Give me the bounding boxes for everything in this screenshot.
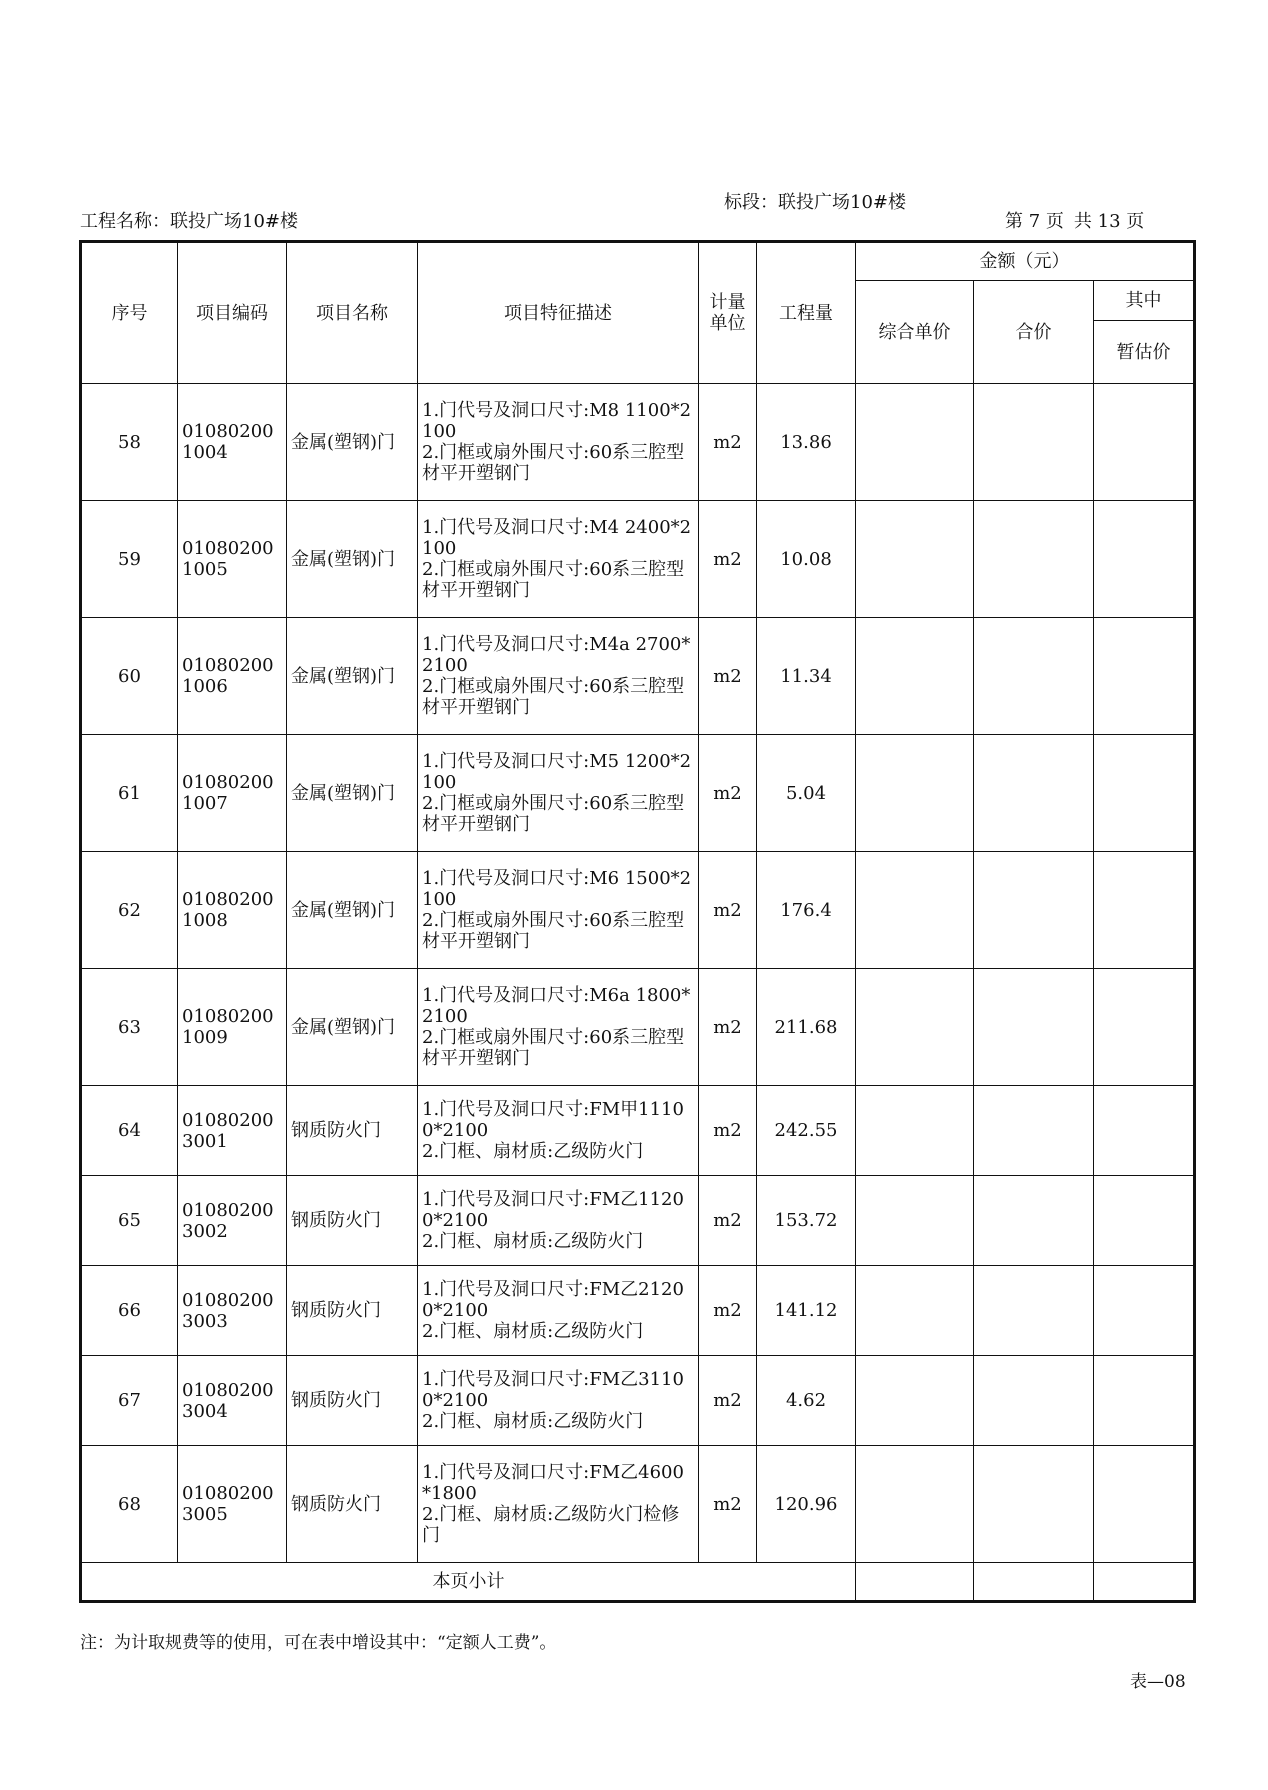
row-total bbox=[974, 1446, 1094, 1563]
row-name: 金属(塑钢)门 bbox=[287, 384, 418, 501]
page-current: 第 7 页 bbox=[1005, 211, 1064, 232]
project-name: 工程名称：联投广场10#楼 bbox=[80, 211, 298, 232]
row-provisional bbox=[1094, 852, 1195, 969]
row-provisional bbox=[1094, 969, 1195, 1086]
page-info bbox=[1005, 211, 1154, 232]
row-seq: 67 bbox=[81, 1356, 178, 1446]
row-qty: 120.96 bbox=[757, 1446, 856, 1563]
row-qty: 13.86 bbox=[757, 384, 856, 501]
row-unit: m2 bbox=[699, 852, 757, 969]
row-code: 010802003002 bbox=[178, 1176, 287, 1266]
row-seq: 64 bbox=[81, 1086, 178, 1176]
row-unit-price bbox=[856, 384, 974, 501]
table-row bbox=[81, 852, 1195, 969]
row-code: 010802003004 bbox=[178, 1356, 287, 1446]
row-code: 010802001008 bbox=[178, 852, 287, 969]
row-unit: m2 bbox=[699, 501, 757, 618]
subtotal-unit-price bbox=[856, 1563, 974, 1602]
row-desc: 1.门代号及洞口尺寸:M5 1200*2100 2.门框或扇外围尺寸:60系三腔型材平开塑钢门 bbox=[418, 735, 699, 852]
row-seq: 63 bbox=[81, 969, 178, 1086]
row-provisional bbox=[1094, 1086, 1195, 1176]
row-seq: 66 bbox=[81, 1266, 178, 1356]
row-unit-price bbox=[856, 1266, 974, 1356]
col-unit-price-header: 综合单价 bbox=[856, 281, 974, 384]
row-qty: 141.12 bbox=[757, 1266, 856, 1356]
page-total: 共 13 页 bbox=[1073, 211, 1145, 232]
row-name: 金属(塑钢)门 bbox=[287, 969, 418, 1086]
table-row bbox=[81, 1266, 1195, 1356]
row-provisional bbox=[1094, 384, 1195, 501]
row-unit-price bbox=[856, 735, 974, 852]
row-name: 钢质防火门 bbox=[287, 1356, 418, 1446]
col-desc-header: 项目特征描述 bbox=[418, 242, 699, 384]
row-seq: 61 bbox=[81, 735, 178, 852]
row-desc: 1.门代号及洞口尺寸:FM乙31100*2100 2.门框、扇材质:乙级防火门 bbox=[418, 1356, 699, 1446]
row-seq: 60 bbox=[81, 618, 178, 735]
col-total-header: 合价 bbox=[974, 281, 1094, 384]
col-provisional-header: 暂估价 bbox=[1094, 321, 1195, 384]
row-qty: 211.68 bbox=[757, 969, 856, 1086]
row-name: 金属(塑钢)门 bbox=[287, 735, 418, 852]
table-row bbox=[81, 1446, 1195, 1563]
row-code: 010802001006 bbox=[178, 618, 287, 735]
col-qty-header: 工程量 bbox=[757, 242, 856, 384]
row-unit-price bbox=[856, 501, 974, 618]
row-unit: m2 bbox=[699, 735, 757, 852]
row-provisional bbox=[1094, 1266, 1195, 1356]
col-code-header: 项目编码 bbox=[178, 242, 287, 384]
section-name: 标段：联投广场10#楼 bbox=[724, 192, 906, 213]
row-total bbox=[974, 1176, 1094, 1266]
table-row bbox=[81, 1356, 1195, 1446]
row-qty: 176.4 bbox=[757, 852, 856, 969]
table-row bbox=[81, 501, 1195, 618]
row-qty: 10.08 bbox=[757, 501, 856, 618]
row-desc: 1.门代号及洞口尺寸:M4 2400*2100 2.门框或扇外围尺寸:60系三腔型材平开塑钢门 bbox=[418, 501, 699, 618]
row-seq: 62 bbox=[81, 852, 178, 969]
row-qty: 11.34 bbox=[757, 618, 856, 735]
row-name: 钢质防火门 bbox=[287, 1086, 418, 1176]
table-row bbox=[81, 618, 1195, 735]
row-provisional bbox=[1094, 501, 1195, 618]
row-unit: m2 bbox=[699, 969, 757, 1086]
row-total bbox=[974, 618, 1094, 735]
row-desc: 1.门代号及洞口尺寸:M4a 2700*2100 2.门框或扇外围尺寸:60系三腔型材平开塑钢门 bbox=[418, 618, 699, 735]
row-code: 010802001004 bbox=[178, 384, 287, 501]
row-unit: m2 bbox=[699, 384, 757, 501]
row-unit-price bbox=[856, 618, 974, 735]
row-unit-price bbox=[856, 1446, 974, 1563]
row-desc: 1.门代号及洞口尺寸:M8 1100*2100 2.门框或扇外围尺寸:60系三腔型材平开塑钢门 bbox=[418, 384, 699, 501]
row-desc: 1.门代号及洞口尺寸:FM乙11200*2100 2.门框、扇材质:乙级防火门 bbox=[418, 1176, 699, 1266]
row-total bbox=[974, 852, 1094, 969]
row-total bbox=[974, 735, 1094, 852]
row-total bbox=[974, 501, 1094, 618]
row-name: 金属(塑钢)门 bbox=[287, 618, 418, 735]
row-desc: 1.门代号及洞口尺寸:M6 1500*2100 2.门框或扇外围尺寸:60系三腔型材平开塑钢门 bbox=[418, 852, 699, 969]
table-row bbox=[81, 1086, 1195, 1176]
subtotal-provisional bbox=[1094, 1563, 1195, 1602]
row-total bbox=[974, 1266, 1094, 1356]
row-name: 钢质防火门 bbox=[287, 1446, 418, 1563]
row-total bbox=[974, 384, 1094, 501]
table-body bbox=[81, 384, 1195, 1563]
row-desc: 1.门代号及洞口尺寸:FM甲11100*2100 2.门框、扇材质:乙级防火门 bbox=[418, 1086, 699, 1176]
col-of-which-header: 其中 bbox=[1094, 281, 1195, 321]
row-unit: m2 bbox=[699, 1266, 757, 1356]
row-code: 010802001005 bbox=[178, 501, 287, 618]
row-name: 钢质防火门 bbox=[287, 1176, 418, 1266]
col-seq-header: 序号 bbox=[81, 242, 178, 384]
row-unit-price bbox=[856, 1176, 974, 1266]
row-provisional bbox=[1094, 1176, 1195, 1266]
row-unit-price bbox=[856, 1086, 974, 1176]
col-unit-header: 计量单位 bbox=[699, 242, 757, 384]
row-name: 钢质防火门 bbox=[287, 1266, 418, 1356]
row-total bbox=[974, 1356, 1094, 1446]
row-seq: 58 bbox=[81, 384, 178, 501]
row-unit: m2 bbox=[699, 1176, 757, 1266]
table-row bbox=[81, 1176, 1195, 1266]
row-unit-price bbox=[856, 852, 974, 969]
row-seq: 65 bbox=[81, 1176, 178, 1266]
row-total bbox=[974, 969, 1094, 1086]
row-seq: 68 bbox=[81, 1446, 178, 1563]
row-provisional bbox=[1094, 1356, 1195, 1446]
row-unit-price bbox=[856, 969, 974, 1086]
row-code: 010802003005 bbox=[178, 1446, 287, 1563]
row-qty: 5.04 bbox=[757, 735, 856, 852]
row-total bbox=[974, 1086, 1094, 1176]
row-code: 010802001007 bbox=[178, 735, 287, 852]
row-name: 金属(塑钢)门 bbox=[287, 852, 418, 969]
row-unit: m2 bbox=[699, 618, 757, 735]
row-seq: 59 bbox=[81, 501, 178, 618]
row-desc: 1.门代号及洞口尺寸:M6a 1800*2100 2.门框或扇外围尺寸:60系三腔型材平开塑钢门 bbox=[418, 969, 699, 1086]
col-amount-header: 金额（元） bbox=[856, 242, 1195, 281]
table-note: 注：为计取规费等的使用，可在表中增设其中：“定额人工费”。 bbox=[80, 1633, 557, 1653]
row-unit: m2 bbox=[699, 1356, 757, 1446]
bill-of-quantities-table bbox=[79, 240, 1196, 1603]
row-desc: 1.门代号及洞口尺寸:FM乙4600*1800 2.门框、扇材质:乙级防火门检修门 bbox=[418, 1446, 699, 1563]
row-code: 010802001009 bbox=[178, 969, 287, 1086]
row-name: 金属(塑钢)门 bbox=[287, 501, 418, 618]
row-provisional bbox=[1094, 735, 1195, 852]
table-row bbox=[81, 969, 1195, 1086]
form-number: 表—08 bbox=[1130, 1672, 1186, 1692]
table-row bbox=[81, 735, 1195, 852]
row-qty: 242.55 bbox=[757, 1086, 856, 1176]
row-unit: m2 bbox=[699, 1086, 757, 1176]
row-provisional bbox=[1094, 618, 1195, 735]
row-desc: 1.门代号及洞口尺寸:FM乙21200*2100 2.门框、扇材质:乙级防火门 bbox=[418, 1266, 699, 1356]
row-provisional bbox=[1094, 1446, 1195, 1563]
row-unit-price bbox=[856, 1356, 974, 1446]
col-name-header: 项目名称 bbox=[287, 242, 418, 384]
subtotal-label: 本页小计 bbox=[81, 1563, 856, 1602]
row-qty: 4.62 bbox=[757, 1356, 856, 1446]
row-qty: 153.72 bbox=[757, 1176, 856, 1266]
subtotal-total bbox=[974, 1563, 1094, 1602]
row-unit: m2 bbox=[699, 1446, 757, 1563]
row-code: 010802003001 bbox=[178, 1086, 287, 1176]
table-row bbox=[81, 384, 1195, 501]
row-code: 010802003003 bbox=[178, 1266, 287, 1356]
